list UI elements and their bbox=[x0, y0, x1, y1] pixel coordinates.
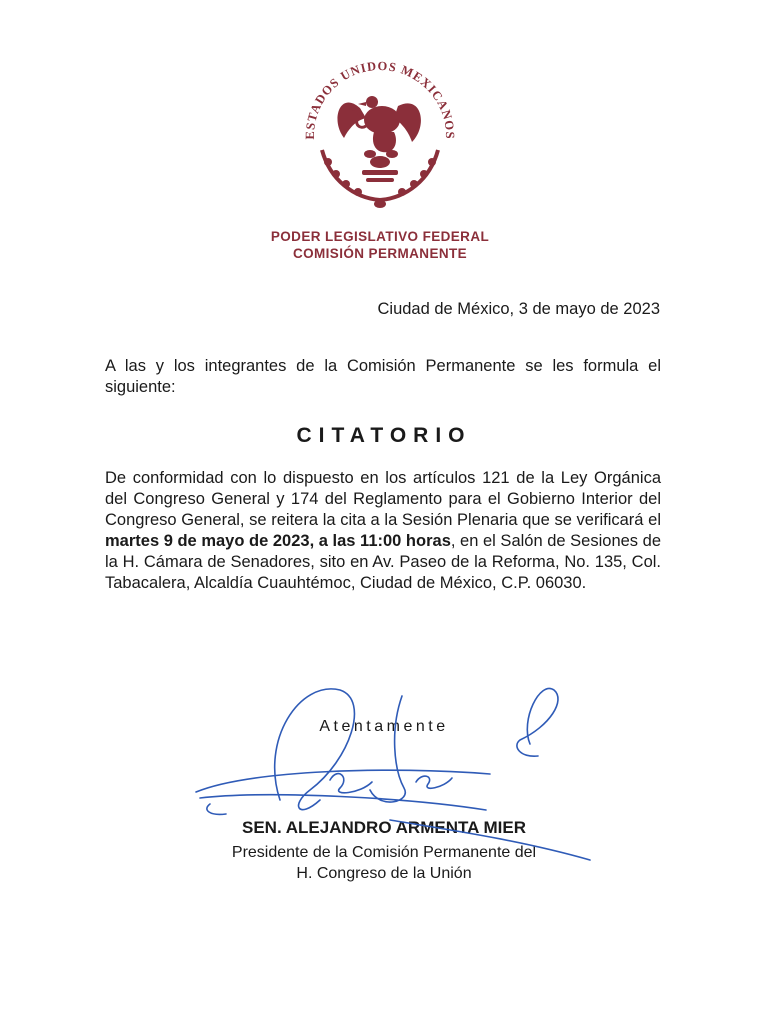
institution-line1: PODER LEGISLATIVO FEDERAL bbox=[270, 229, 490, 244]
signer-title-line2: H. Congreso de la Unión bbox=[296, 865, 472, 882]
session-datetime: martes 9 de mayo de 2023, a las 11:00 horas bbox=[105, 532, 451, 550]
coat-of-arms-seal bbox=[300, 50, 460, 218]
handwritten-signature bbox=[190, 670, 610, 870]
signer-title-line1: Presidente de la Comisión Permanente del bbox=[231, 844, 537, 861]
document-date: Ciudad de México, 3 de mayo de 2023 bbox=[377, 300, 660, 318]
eagle-seal-icon bbox=[300, 50, 460, 218]
main-paragraph bbox=[105, 468, 661, 594]
document-title: CITATORIO bbox=[296, 424, 472, 447]
seal-legend: ESTADOS UNIDOS MEXICANOS bbox=[302, 58, 458, 140]
signer-title bbox=[0, 842, 768, 884]
main-paragraph-part1: De conformidad con lo dispuesto en los artículos 121 de la Ley Orgánica del Congreso General y 174 del Reglamento para el Gobierno Interior del Congreso General, se reitera la cita a la Sesión Plenaria que se verificará el bbox=[105, 469, 661, 529]
closing-salutation: Atentamente bbox=[319, 718, 449, 735]
institution-line2: COMISIÓN PERMANENTE bbox=[292, 246, 468, 261]
institution-header bbox=[200, 228, 560, 262]
signer-name: SEN. ALEJANDRO ARMENTA MIER bbox=[242, 818, 526, 837]
main-paragraph-part2: , en el Salón de Sesiones de la H. Cámara de Senadores, sito en Av. Paseo de la Reforma, No. 135, Col. Tabacalera, Alcaldía Cuauhtémoc, Ciudad de México, C.P. 06030. bbox=[105, 532, 661, 592]
intro-paragraph: A las y los integrantes de la Comisión Permanente se les formula el siguiente: bbox=[105, 357, 661, 396]
